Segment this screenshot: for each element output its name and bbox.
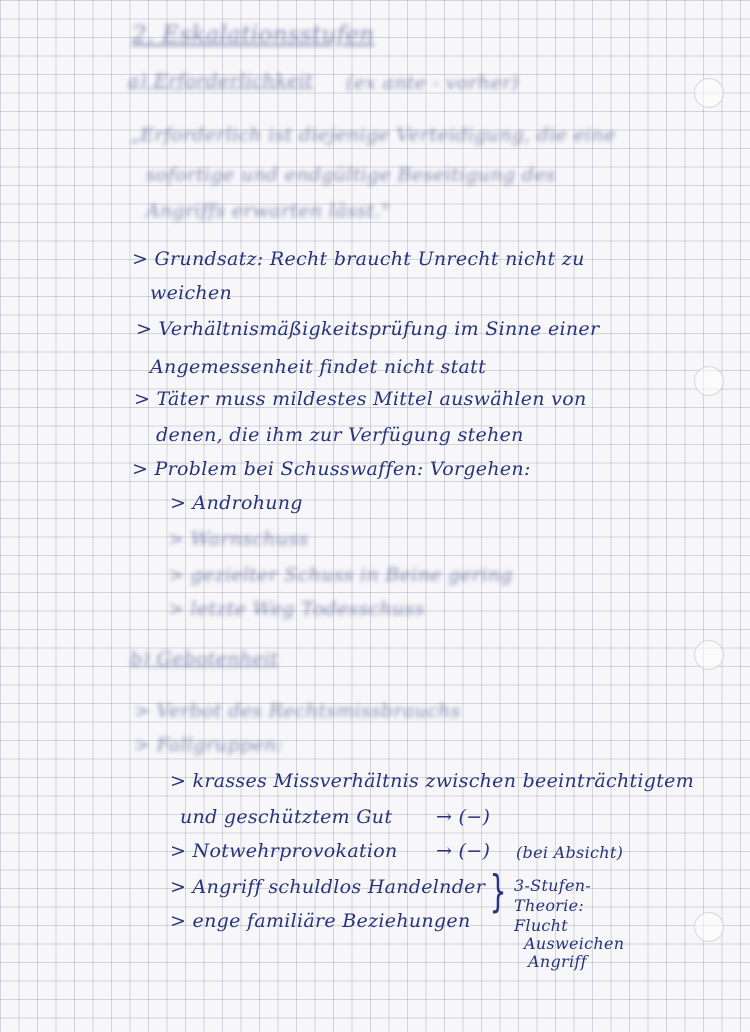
sub-bullet-line: > enge familiäre Beziehungen [170,910,471,932]
quote-line: sofortige und endgültige Beseitigung des [146,164,556,186]
visible-bottom-section [0,772,750,1032]
sub-bullet-line: > krasses Missverhältnis zwischen beeinträchtigtem [170,770,695,792]
brace-note: Theorie: [514,896,585,915]
sub-bullet-line: > Androhung [170,492,303,514]
sub-bullet-line: > letzte Weg Todesschuss [168,598,425,620]
aside-note: (bei Absicht) [516,843,624,862]
section-b-heading: b) Gebotenheit [130,648,279,670]
sub-bullet-line: und geschütztem Gut [180,806,393,828]
sub-bullet-line: > Warnschuss [168,528,309,550]
sub-bullet-line: > gezielter Schuss in Beine gering [168,564,513,586]
blurred-top-section [0,0,750,252]
arrow-mark: → (−) [436,840,491,862]
brace-note: 3-Stufen- [514,876,592,895]
quote-line: Angriffs erwarten lässt." [146,200,391,222]
bullet-line: > Grundsatz: Recht braucht Unrecht nicht zu [132,248,585,270]
visible-middle-section [0,248,750,514]
section-a-heading: a) Erforderlichkeit [128,70,313,92]
bullet-line: Angemessenheit findet nicht statt [150,356,487,378]
quote-line: „Erforderlich ist diejenige Verteidigung, die eine [130,124,616,146]
sub-bullet-line: > Angriff schuldlos Handelnder [170,876,486,898]
bullet-line: > Verhältnismäßigkeitsprüfung im Sinne einer [136,318,600,340]
brace-note: Flucht [514,916,569,935]
blurred-middle-section [0,514,750,772]
bullet-line: > Täter muss mildestes Mittel auswählen von [134,388,587,410]
bullet-line: > Fallgruppen: [134,734,284,756]
bullet-line: > Verbot des Rechtsmissbrauchs [134,700,461,722]
brace-mark: } [489,866,507,917]
bullet-line: denen, die ihm zur Verfügung stehen [156,424,524,446]
arrow-mark: → (−) [436,806,491,828]
bullet-line: > Problem bei Schusswaffen: Vorgehen: [132,458,531,480]
page-title: 2. Eskalationsstufen [132,22,375,48]
bullet-line: weichen [150,282,233,304]
brace-note: Angriff [528,952,587,971]
brace-note: Ausweichen [524,934,625,953]
sub-bullet-line: > Notwehrprovokation [170,840,398,862]
section-a-note: (ex ante - vorher) [346,72,519,94]
